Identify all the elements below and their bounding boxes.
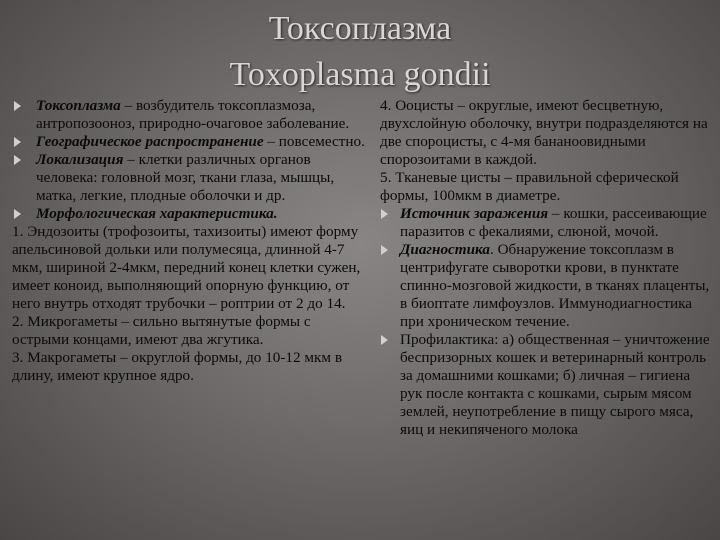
term-text: – повсеместно. (263, 133, 365, 150)
paragraph-oocysts: 4. Ооцисты – округлые, имеют бесцветную, двухслойную оболочку, внутри подразделяются на две спороцисты, с 4-мя бананоовидными спорозоитами в каждой. (380, 97, 708, 168)
term-label: Диагностика (400, 241, 490, 258)
triangle-bullet-icon (381, 335, 388, 345)
title-line-2: Toxoplasma gondii (229, 56, 491, 93)
bullet-item-infection-source (380, 205, 710, 241)
triangle-bullet-icon (14, 155, 21, 165)
title-line-1: Токсоплазма (268, 10, 452, 47)
bullet-item-diagnostics (380, 241, 710, 331)
bullet-item-distribution (12, 133, 368, 151)
term-text: Профилактика: а) общественная – уничтожение беспризорных кошек и ветеринарный контроль за домашними кошками; б) личная – гигиена рук после контакта с кошками, сырым мясом землей, неупотребление в пищу сырого мяса, яиц и некипяченого молока (400, 331, 710, 438)
triangle-bullet-icon (381, 245, 388, 255)
triangle-bullet-icon (14, 209, 21, 219)
paragraph-macrogametes: 3. Макрогаметы – округлой формы, до 10-12 мкм в длину, имеют крупное ядро. (12, 349, 342, 384)
bullet-item-prevention (380, 331, 710, 439)
bullet-item-morphology (12, 205, 368, 223)
term-label: Токсоплазма (36, 97, 121, 114)
term-text: – возбудитель токсоплазмоза, антропозооноз, природно-очаговое заболевание. (36, 97, 350, 132)
triangle-bullet-icon (14, 137, 21, 147)
triangle-bullet-icon (14, 101, 21, 111)
right-column (380, 97, 710, 439)
paragraph-tissue-cysts: 5. Тканевые цисты – правильной сферической формы, 100мкм в диаметре. (380, 169, 679, 204)
left-column (12, 97, 368, 385)
paragraph-microgametes: 2. Микрогаметы – сильно вытянутые формы с острыми концами, имеют два жгутика. (12, 313, 311, 348)
term-text: – клетки различных органов человека: головной мозг, ткани глаза, мышцы, матка, легкие, плодные оболочки и др. (36, 151, 335, 204)
term-label: Источник заражения (400, 205, 549, 222)
slide-title (0, 6, 720, 98)
bullet-item-localization (12, 151, 368, 205)
term-label: Морфологическая характеристика. (36, 205, 278, 222)
triangle-bullet-icon (381, 209, 388, 219)
term-text: – кошки, рассеивающие паразитов с фекалиями, слюной, мочой. (400, 205, 707, 240)
term-label: Географическое распространение (36, 133, 264, 150)
paragraph-endozoites: 1. Эндозоиты (трофозоиты, тахизоиты) имеют форму апельсиновой дольки или полумесяца, длинной 4-7 мкм, шириной 2-4мкм, передний конец клетки сужен, имеет коноид, выполняющий опорную функцию, от него внутрь отходят трубочки – роптрии от 2 до 14. (12, 223, 361, 312)
term-text: . Обнаружение токсоплазм в центрифугате сыворотки крови, в пунктате спинно-мозговой жидкости, в тканях плаценты, в биоптате лимфоузлов. Иммунодиагностика при хроническом течение. (400, 241, 710, 330)
term-label: Локализация (36, 151, 124, 168)
bullet-item-causative-agent (12, 97, 368, 133)
